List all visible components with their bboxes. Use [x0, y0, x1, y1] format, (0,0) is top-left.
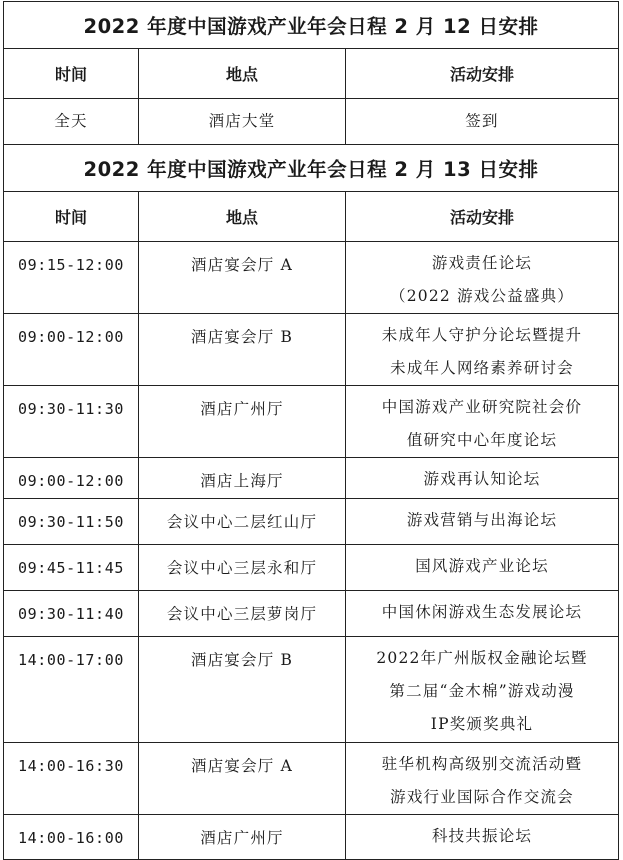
place-cell: 酒店宴会厅 A	[139, 242, 346, 314]
table-row	[4, 242, 619, 314]
table-row	[4, 815, 619, 860]
activity-line: 值研究中心年度论坛	[406, 431, 558, 449]
activity-cell	[346, 99, 619, 145]
activity-cell	[346, 591, 619, 637]
header-time: 时间	[4, 49, 139, 99]
activity-cell	[346, 314, 619, 386]
activity-cell	[346, 242, 619, 314]
time-cell: 09:00-12:00	[4, 314, 139, 386]
header-place: 地点	[139, 192, 346, 242]
schedule-title: 2022 年度中国游戏产业年会日程 2 月 12 日安排	[4, 2, 619, 49]
activity-cell	[346, 499, 619, 545]
time-cell: 14:00-16:00	[4, 815, 139, 860]
activity-line: （2022 游戏公益盛典）	[390, 287, 574, 305]
table-row	[4, 99, 619, 145]
activity-cell	[346, 458, 619, 499]
schedule-title-row	[4, 2, 619, 49]
header-activity: 活动安排	[346, 49, 619, 99]
time-cell: 09:30-11:40	[4, 591, 139, 637]
place-cell: 酒店宴会厅 B	[139, 637, 346, 743]
activity-line: 国风游戏产业论坛	[415, 557, 549, 575]
header-time: 时间	[4, 192, 139, 242]
schedule-table	[3, 1, 619, 860]
activity-line: IP奖颁奖典礼	[430, 715, 534, 733]
schedule-title: 2022 年度中国游戏产业年会日程 2 月 13 日安排	[4, 145, 619, 192]
table-row	[4, 314, 619, 386]
activity-line: 2022年广州版权金融论坛暨	[376, 649, 588, 667]
time-cell: 全天	[4, 99, 139, 145]
header-row	[4, 49, 619, 99]
time-cell: 09:30-11:30	[4, 386, 139, 458]
table-row	[4, 458, 619, 499]
table-row	[4, 637, 619, 743]
time-cell: 09:00-12:00	[4, 458, 139, 499]
time-cell: 09:15-12:00	[4, 242, 139, 314]
activity-line: 科技共振论坛	[431, 827, 533, 845]
place-cell: 会议中心二层红山厅	[139, 499, 346, 545]
place-cell: 酒店上海厅	[139, 458, 346, 499]
activity-line: 中国休闲游戏生态发展论坛	[381, 603, 583, 621]
schedule-title-row	[4, 145, 619, 192]
activity-line: 签到	[465, 112, 499, 130]
activity-line: 游戏行业国际合作交流会	[390, 788, 574, 806]
place-cell: 酒店宴会厅 B	[139, 314, 346, 386]
header-place: 地点	[139, 49, 346, 99]
place-cell: 酒店广州厅	[139, 386, 346, 458]
table-row	[4, 386, 619, 458]
activity-cell	[346, 637, 619, 743]
activity-cell	[346, 743, 619, 815]
activity-line: 驻华机构高级别交流活动暨	[381, 755, 583, 773]
place-cell: 会议中心三层永和厅	[139, 545, 346, 591]
activity-line: 中国游戏产业研究院社会价	[381, 398, 583, 416]
time-cell: 09:30-11:50	[4, 499, 139, 545]
place-cell: 酒店广州厅	[139, 815, 346, 860]
activity-line: 未成年人守护分论坛暨提升	[381, 326, 583, 344]
place-cell: 酒店大堂	[139, 99, 346, 145]
place-cell: 会议中心三层萝岗厅	[139, 591, 346, 637]
activity-line: 游戏再认知论坛	[423, 470, 541, 488]
table-row	[4, 743, 619, 815]
table-row	[4, 499, 619, 545]
activity-line: 未成年人网络素养研讨会	[390, 359, 574, 377]
activity-cell	[346, 386, 619, 458]
table-row	[4, 545, 619, 591]
activity-line: 第二届“金木棉”游戏动漫	[389, 682, 575, 700]
time-cell: 09:45-11:45	[4, 545, 139, 591]
activity-cell	[346, 815, 619, 860]
table-row	[4, 591, 619, 637]
time-cell: 14:00-16:30	[4, 743, 139, 815]
activity-line: 游戏责任论坛	[431, 254, 533, 272]
header-activity: 活动安排	[346, 192, 619, 242]
time-cell: 14:00-17:00	[4, 637, 139, 743]
place-cell: 酒店宴会厅 A	[139, 743, 346, 815]
activity-cell	[346, 545, 619, 591]
activity-line: 游戏营销与出海论坛	[406, 511, 558, 529]
header-row	[4, 192, 619, 242]
